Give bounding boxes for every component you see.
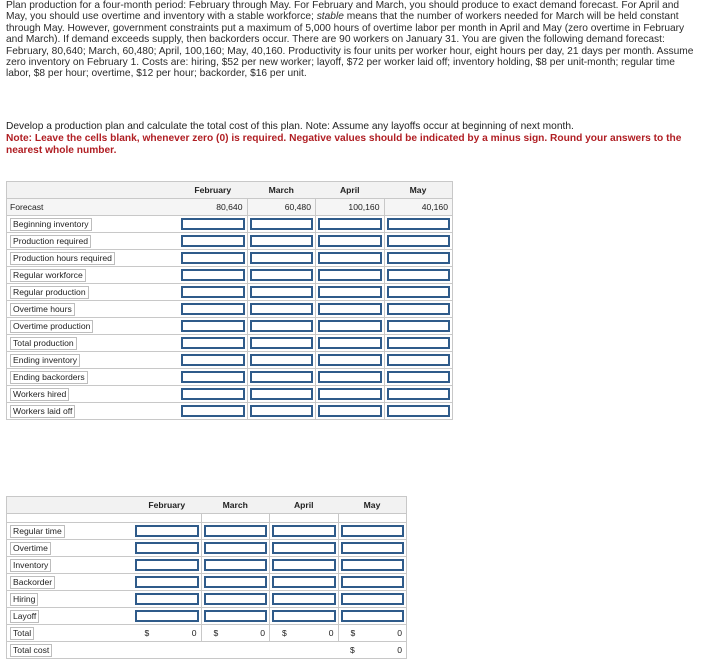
plan-cell [179,335,248,352]
plan-cell [384,267,453,284]
plan-cell [316,335,385,352]
plan-header-month: March [247,182,316,199]
production-plan-table [6,181,453,420]
answer-input[interactable] [387,388,451,400]
cost-row [7,557,407,574]
plan-row [7,318,453,335]
answer-input[interactable] [204,542,268,554]
cost-cell [133,540,202,557]
answer-input[interactable] [387,354,451,366]
plan-cell [384,335,453,352]
plan-cell [247,352,316,369]
plan-cell [179,250,248,267]
answer-input[interactable] [387,337,451,349]
cost-row-label-cell [7,523,133,540]
plan-row [7,301,453,318]
plan-row [7,335,453,352]
instructions [6,121,702,157]
plan-row-label: Beginning inventory [10,218,92,231]
plan-cell [384,403,453,420]
answer-input[interactable] [135,593,199,605]
problem-text-part-2: means that the number of workers needed for March will be held constant through May. However, government constraints put a maximum of 5,000 hours of overtime labor per month in April and May (zero overtime in February and March). If demand exceeds supply, then backorders occur. There are 90 workers on January 31. You are given the following demand forecast: February, 80,640; March, 60,480; April, 100,160; May, 40,160. Productivity is four units per worker hour, eight hours per day, 21 days per month. Assume zero inventory on February 1. Costs are: hiring, $52 per new worker; layoff, $72 per worker laid off; inventory holding, $8 per unit-month; regular time labor, $8 per hour; overtime, $12 per hour; backorder, $16 per unit. [6,11,694,80]
answer-input[interactable] [250,235,314,247]
answer-input[interactable] [250,388,314,400]
answer-input[interactable] [318,337,382,349]
answer-input[interactable] [250,269,314,281]
cost-row [7,574,407,591]
plan-cell [384,386,453,403]
plan-header-month: April [316,182,385,199]
answer-input[interactable] [135,576,199,588]
currency-symbol: $ [350,645,355,655]
instructions-note: Note: Leave the cells blank, whenever zero (0) is required. Negative values should be indicated by a minus sign. Round your answers to the nearest whole number. [6,133,682,156]
answer-input[interactable] [341,576,405,588]
answer-input[interactable] [272,559,336,571]
currency-symbol: $ [350,628,356,638]
plan-row-label-cell [7,216,179,233]
plan-cell [247,318,316,335]
plan-row-label: Production required [10,235,91,248]
answer-input[interactable] [341,525,405,537]
plan-row-label-cell [7,250,179,267]
answer-input[interactable] [204,525,268,537]
answer-input[interactable] [135,525,199,537]
plan-cell [316,301,385,318]
answer-input[interactable] [387,252,451,264]
plan-cell [179,352,248,369]
instructions-text: Develop a production plan and calculate the total cost of this plan. Note: Assume any layoffs occur at beginning of next month. [6,121,574,132]
plan-cell [316,386,385,403]
answer-input[interactable] [318,286,382,298]
answer-input[interactable] [272,576,336,588]
plan-row-label-cell [7,369,179,386]
answer-input[interactable] [204,576,268,588]
plan-cell [179,267,248,284]
plan-header-month: February [179,182,248,199]
plan-row-label-cell [7,301,179,318]
plan-row-label: Regular production [10,286,89,299]
cost-cell [270,557,339,574]
spacer-cell [338,514,407,523]
cost-row-label: Regular time [10,525,65,538]
total-cost-row [7,642,407,659]
total-label-cell [7,625,133,642]
answer-input[interactable] [204,593,268,605]
plan-row-label-cell [7,267,179,284]
total-cell [270,625,339,642]
forecast-value: 40,160 [384,199,453,216]
problem-text-part-1: Plan production for a four-month period: February through May. For February and March, you should produce to exact demand forecast. For April and May, you should use overtime and inventory with a stable workforce; [6,0,680,23]
plan-row-label-cell [7,403,179,420]
answer-input[interactable] [250,252,314,264]
plan-cell [247,216,316,233]
plan-cell [247,250,316,267]
plan-row-label: Workers laid off [10,405,75,418]
total-cell [201,625,270,642]
answer-input[interactable] [181,388,245,400]
cost-header-corner [7,497,133,514]
forecast-value: 80,640 [179,199,248,216]
plan-row [7,250,453,267]
plan-cell [247,335,316,352]
answer-input[interactable] [181,354,245,366]
plan-cell [179,403,248,420]
cost-header-row [7,497,407,514]
cost-table [6,496,407,659]
answer-input[interactable] [181,320,245,332]
answer-input[interactable] [250,218,314,230]
empty-cell [133,642,202,659]
answer-input[interactable] [250,320,314,332]
cost-row-label: Backorder [10,576,55,589]
total-value: 0 [328,628,334,638]
plan-row [7,369,453,386]
plan-cell [316,250,385,267]
answer-input[interactable] [318,269,382,281]
cost-cell [338,591,407,608]
plan-row-label: Production hours required [10,252,115,265]
cost-row-label: Overtime [10,542,51,555]
plan-row-label: Overtime production [10,320,93,333]
answer-input[interactable] [387,320,451,332]
cost-cell [201,540,270,557]
total-label: Total [10,627,34,640]
plan-cell [316,369,385,386]
forecast-label: Forecast [7,199,179,216]
answer-input[interactable] [135,542,199,554]
plan-cell [179,284,248,301]
plan-cell [384,352,453,369]
problem-emphasis: stable [316,11,344,23]
cost-spacer-row [7,514,407,523]
answer-input[interactable] [318,252,382,264]
cost-cell [338,523,407,540]
plan-row-label: Overtime hours [10,303,75,316]
cost-cell [133,591,202,608]
cost-cell [338,608,407,625]
answer-input[interactable] [181,337,245,349]
currency-symbol: $ [213,628,219,638]
plan-cell [247,267,316,284]
plan-cell [179,301,248,318]
answer-input[interactable] [272,593,336,605]
answer-input[interactable] [341,610,405,622]
plan-cell [384,301,453,318]
total-value-wrap [133,628,201,638]
answer-input[interactable] [181,235,245,247]
plan-row-label-cell [7,335,179,352]
cost-cell [270,574,339,591]
total-value: 0 [397,628,402,638]
cost-cell [133,523,202,540]
answer-input[interactable] [181,252,245,264]
plan-header-corner [7,182,179,199]
plan-row [7,233,453,250]
answer-input[interactable] [250,354,314,366]
cost-row-label-cell [7,574,133,591]
answer-input[interactable] [135,610,199,622]
problem-statement [6,0,702,80]
cost-header-month: March [201,497,270,514]
cost-row [7,608,407,625]
cost-cell [201,591,270,608]
answer-input[interactable] [204,610,268,622]
cost-header-month: May [338,497,407,514]
spacer-cell [7,514,133,523]
answer-input[interactable] [318,405,382,417]
total-value: 0 [260,628,265,638]
plan-cell [384,250,453,267]
forecast-value: 60,480 [247,199,316,216]
cost-cell [270,591,339,608]
answer-input[interactable] [318,388,382,400]
plan-cell [247,284,316,301]
cost-row-label-cell [7,591,133,608]
answer-input[interactable] [250,337,314,349]
total-cost-label-cell [7,642,133,659]
currency-symbol: $ [282,628,287,638]
plan-cell [316,403,385,420]
cost-row-label: Hiring [10,593,38,606]
answer-input[interactable] [181,286,245,298]
spacer-cell [201,514,270,523]
plan-cell [316,352,385,369]
plan-cell [384,233,453,250]
answer-input[interactable] [387,269,451,281]
total-value-wrap [270,628,338,638]
cost-header-month: February [133,497,202,514]
plan-row-label: Regular workforce [10,269,86,282]
spacer-cell [133,514,202,523]
plan-row-label-cell [7,352,179,369]
cost-cell [133,574,202,591]
cost-cell [338,557,407,574]
cost-row-label-cell [7,540,133,557]
plan-cell [179,233,248,250]
total-cell [338,625,407,642]
plan-header-row [7,182,453,199]
plan-cell [384,284,453,301]
spacer-cell [270,514,339,523]
cost-cell [133,557,202,574]
total-cell [133,625,202,642]
cost-cell [338,540,407,557]
total-cost-wrap [338,645,406,655]
answer-input[interactable] [250,371,314,383]
answer-input[interactable] [272,542,336,554]
plan-row-label-cell [7,233,179,250]
answer-input[interactable] [272,610,336,622]
plan-row [7,403,453,420]
answer-input[interactable] [318,218,382,230]
total-value-wrap [202,628,270,638]
plan-cell [247,369,316,386]
cost-cell [270,523,339,540]
total-cost-value: 0 [397,645,402,655]
cost-cell [133,608,202,625]
total-cost-cell [338,642,407,659]
answer-input[interactable] [318,235,382,247]
cost-row [7,591,407,608]
empty-cell [270,642,339,659]
plan-cell [384,369,453,386]
cost-row-label: Inventory [10,559,51,572]
cost-row-label-cell [7,608,133,625]
answer-input[interactable] [387,235,451,247]
plan-row [7,267,453,284]
plan-row-label: Total production [10,337,77,350]
cost-row-label-cell [7,557,133,574]
cost-cell [201,574,270,591]
answer-input[interactable] [181,405,245,417]
answer-input[interactable] [181,303,245,315]
answer-input[interactable] [341,542,405,554]
plan-cell [316,267,385,284]
plan-row [7,284,453,301]
cost-row-label: Layoff [10,610,39,623]
answer-input[interactable] [135,559,199,571]
cost-cell [201,557,270,574]
answer-input[interactable] [341,559,405,571]
plan-row-label: Workers hired [10,388,69,401]
answer-input[interactable] [318,371,382,383]
answer-input[interactable] [318,320,382,332]
forecast-row [7,199,453,216]
currency-symbol: $ [144,628,150,638]
plan-row-label-cell [7,386,179,403]
answer-input[interactable] [272,525,336,537]
plan-row [7,352,453,369]
total-row [7,625,407,642]
plan-row-label-cell [7,284,179,301]
cost-cell [270,540,339,557]
answer-input[interactable] [204,559,268,571]
plan-cell [316,216,385,233]
cost-cell [201,523,270,540]
answer-input[interactable] [341,593,405,605]
plan-cell [179,369,248,386]
answer-input[interactable] [387,405,451,417]
cost-header-month: April [270,497,339,514]
cost-row [7,540,407,557]
plan-cell [384,318,453,335]
plan-row [7,386,453,403]
answer-input[interactable] [250,405,314,417]
cost-row [7,523,407,540]
plan-cell [179,386,248,403]
total-value: 0 [191,628,197,638]
plan-cell [316,284,385,301]
answer-input[interactable] [318,354,382,366]
answer-input[interactable] [250,303,314,315]
answer-input[interactable] [181,218,245,230]
plan-header-month: May [384,182,453,199]
plan-cell [247,301,316,318]
empty-cell [201,642,270,659]
answer-input[interactable] [250,286,314,298]
plan-row [7,216,453,233]
plan-cell [384,216,453,233]
answer-input[interactable] [387,218,451,230]
plan-cell [247,233,316,250]
plan-cell [247,386,316,403]
plan-cell [179,318,248,335]
cost-cell [270,608,339,625]
answer-input[interactable] [387,303,451,315]
cost-cell [338,574,407,591]
answer-input[interactable] [181,371,245,383]
plan-cell [316,318,385,335]
cost-cell [201,608,270,625]
plan-row-label: Ending backorders [10,371,88,384]
answer-input[interactable] [318,303,382,315]
plan-cell [247,403,316,420]
answer-input[interactable] [387,286,451,298]
forecast-value: 100,160 [316,199,385,216]
total-value-wrap [339,628,407,638]
plan-cell [179,216,248,233]
answer-input[interactable] [181,269,245,281]
plan-cell [316,233,385,250]
answer-input[interactable] [387,371,451,383]
plan-row-label: Ending inventory [10,354,80,367]
total-cost-label: Total cost [10,644,52,657]
plan-row-label-cell [7,318,179,335]
problem-text [6,0,702,80]
